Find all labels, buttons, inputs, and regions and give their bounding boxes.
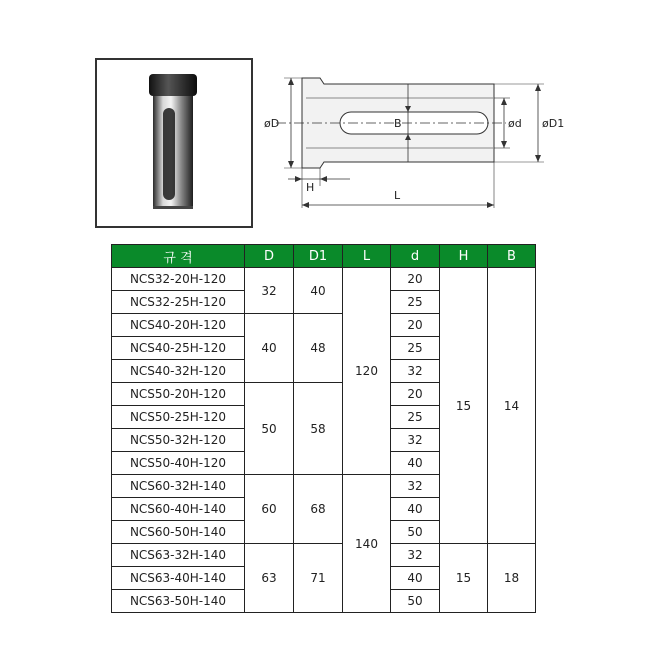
- d-cell: 40: [391, 452, 440, 475]
- d-cell: 32: [391, 544, 440, 567]
- dim-B-label: B: [394, 117, 402, 130]
- d-cell: 20: [391, 383, 440, 406]
- model-cell: NCS63-40H-140: [112, 567, 245, 590]
- d-cell: 40: [391, 567, 440, 590]
- dim-phi-d-label: ød: [508, 117, 522, 130]
- d-cell: 20: [391, 268, 440, 291]
- d-cell: 32: [391, 360, 440, 383]
- header-H: H: [440, 245, 488, 268]
- d-cell: 25: [391, 291, 440, 314]
- model-cell: NCS50-32H-120: [112, 429, 245, 452]
- D-cell: 60: [245, 475, 294, 544]
- model-cell: NCS32-25H-120: [112, 291, 245, 314]
- L-cell: 120: [343, 268, 391, 475]
- d-cell: 50: [391, 521, 440, 544]
- header-d: d: [391, 245, 440, 268]
- d-cell: 20: [391, 314, 440, 337]
- model-cell: NCS50-20H-120: [112, 383, 245, 406]
- header-B: B: [488, 245, 536, 268]
- d-cell: 25: [391, 337, 440, 360]
- d-cell: 40: [391, 498, 440, 521]
- header-D: D: [245, 245, 294, 268]
- dim-H-label: H: [306, 181, 315, 194]
- model-cell: NCS63-50H-140: [112, 590, 245, 613]
- header-spec: 규 격: [112, 245, 245, 268]
- H-cell: 15: [440, 544, 488, 613]
- model-cell: NCS60-32H-140: [112, 475, 245, 498]
- L-cell: 140: [343, 475, 391, 613]
- H-cell: 15: [440, 268, 488, 544]
- D1-cell: 40: [294, 268, 343, 314]
- model-cell: NCS40-20H-120: [112, 314, 245, 337]
- collet-holder-image: [97, 60, 251, 226]
- model-cell: NCS50-25H-120: [112, 406, 245, 429]
- d-cell: 50: [391, 590, 440, 613]
- d-cell: 32: [391, 429, 440, 452]
- dim-L-label: L: [394, 189, 401, 202]
- D-cell: 63: [245, 544, 294, 613]
- spec-table: [111, 244, 536, 613]
- model-cell: NCS40-32H-120: [112, 360, 245, 383]
- d-cell: 32: [391, 475, 440, 498]
- table-header-row: [112, 245, 536, 268]
- technical-drawing: [258, 60, 578, 215]
- D-cell: 40: [245, 314, 294, 383]
- D1-cell: 68: [294, 475, 343, 544]
- table-row: [112, 544, 536, 567]
- D1-cell: 58: [294, 383, 343, 475]
- model-cell: NCS60-40H-140: [112, 498, 245, 521]
- model-cell: NCS60-50H-140: [112, 521, 245, 544]
- product-photo: [95, 58, 253, 228]
- d-cell: 25: [391, 406, 440, 429]
- model-cell: NCS40-25H-120: [112, 337, 245, 360]
- header-D1: D1: [294, 245, 343, 268]
- dim-phi-D1-label: øD1: [542, 117, 565, 130]
- D-cell: 32: [245, 268, 294, 314]
- model-cell: NCS63-32H-140: [112, 544, 245, 567]
- D-cell: 50: [245, 383, 294, 475]
- D1-cell: 48: [294, 314, 343, 383]
- model-cell: NCS50-40H-120: [112, 452, 245, 475]
- dim-phi-D-label: øD: [264, 117, 280, 130]
- D1-cell: 71: [294, 544, 343, 613]
- table-row: [112, 268, 536, 291]
- model-cell: NCS32-20H-120: [112, 268, 245, 291]
- B-cell: 14: [488, 268, 536, 544]
- B-cell: 18: [488, 544, 536, 613]
- header-L: L: [343, 245, 391, 268]
